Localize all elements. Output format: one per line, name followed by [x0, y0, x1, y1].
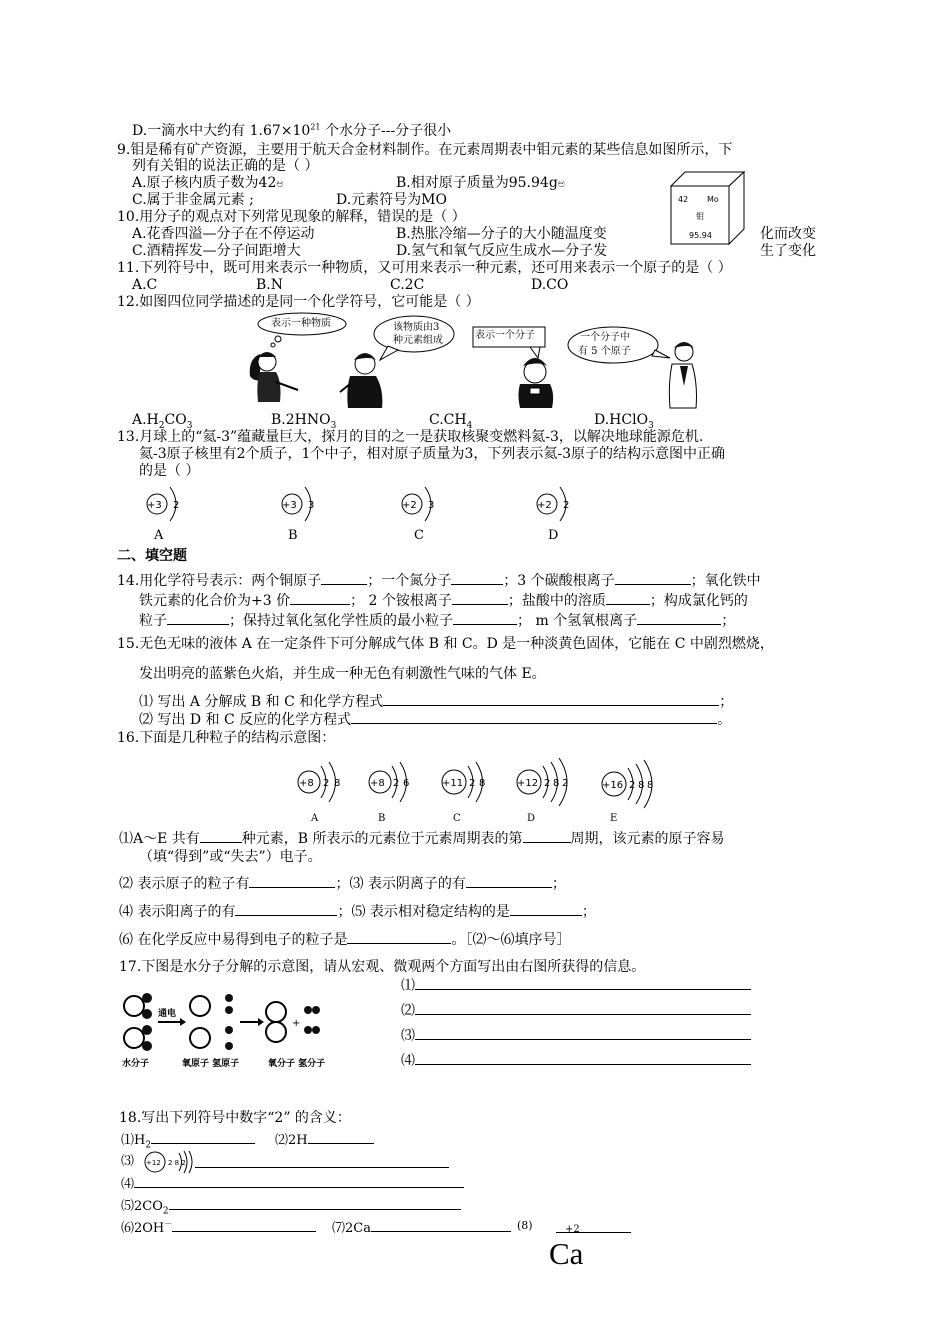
q13-atom-diagrams: [135, 480, 595, 540]
q11-option-d: D.CO: [531, 277, 569, 293]
scribble-icon: ಅ: [557, 177, 566, 190]
q17-answer-1[interactable]: ⑴: [401, 977, 751, 995]
q15-line-1: 15.无色无味的液体 A 在一定条件下可分解成气体 B 和 C。D 是一种淡黄色固体，它能在 C 中剧烈燃烧，: [117, 636, 774, 652]
svg-text:2: 2: [323, 778, 330, 789]
q9-option-a: A.原子核内质子数为42ಅ: [132, 175, 284, 191]
svg-text:+: +: [292, 1018, 301, 1029]
q17-answer-4[interactable]: ⑷: [401, 1052, 751, 1070]
q13-label-a: A: [154, 528, 164, 543]
q18-item-6[interactable]: ⑹2OH－: [121, 1219, 316, 1237]
q18-stem: 18.写出下列符号中数字“2” 的含义：: [119, 1110, 351, 1126]
svg-text:2: 2: [563, 500, 570, 511]
q16-part-2: ⑵ 表示原子的粒子有 ；⑶ 表示阴离子的有 ；: [119, 876, 566, 892]
q13-label-d: D: [548, 528, 559, 543]
svg-text:6: 6: [403, 778, 410, 789]
svg-text:2: 2: [469, 778, 476, 789]
svg-text:2: 2: [544, 778, 551, 789]
molybdenum-cell: [670, 171, 746, 245]
cell-name: 钼: [696, 212, 704, 221]
svg-text:+2: +2: [537, 500, 552, 511]
q18-item-8-blank[interactable]: [556, 1220, 631, 1233]
svg-text:+16: +16: [602, 780, 624, 791]
svg-text:+3: +3: [282, 500, 297, 511]
mg-ion-diagram: [143, 1150, 195, 1174]
q10-option-c: C.酒精挥发—分子间距增大: [132, 243, 301, 259]
student-boy-1: [340, 353, 382, 408]
bubble-3: 表示一个分子: [475, 330, 535, 341]
q18-item-1[interactable]: $⑴H_2$: [121, 1131, 255, 1149]
q13-stem-3: 的是（ ）: [139, 463, 200, 479]
q12-option-b: $B.2HNO_3$: [271, 412, 337, 431]
student-boy-3: [669, 342, 696, 408]
q10-option-b: B.热胀冷缩—分子的大小随温度变: [396, 226, 607, 242]
q10-stem: 10.用分子的观点对下列常见现象的解释，错误的是（ ）: [117, 209, 466, 225]
separated-atoms: [190, 994, 233, 1050]
q16-stem: 16.下面是几种粒子的结构示意图：: [117, 730, 336, 746]
q16-part-1-cont: （填“得到”或“失去”）电子。: [139, 849, 322, 865]
particle-a: [298, 762, 340, 802]
particle-c: [442, 762, 485, 802]
svg-text:+12: +12: [517, 778, 539, 789]
q17-answer-3[interactable]: ⑶: [401, 1027, 751, 1045]
water-molecules: [124, 993, 152, 1051]
atom-a: [147, 487, 179, 521]
q10-option-a: A.花香四溢—分子在不停运动: [132, 226, 315, 242]
ca-symbol: Ca: [549, 1236, 584, 1271]
q16-label-a: A: [311, 813, 319, 824]
q18-item-3-blank[interactable]: [195, 1155, 449, 1168]
q14-line-1: 14.用化学符号表示：两个铜原子 ；一个氮分子 ；3 个碳酸根离子 ；氧化铁中: [117, 573, 761, 589]
svg-text:+12: +12: [146, 1159, 161, 1167]
q10-option-d: D.氢气和氧气反应生成水—分子发: [396, 243, 608, 259]
q15-part-1: ⑴ 写出 A 分解成 B 和 C 和化学方程式 ；: [139, 694, 734, 710]
water-decomposition-diagram: [118, 990, 348, 1072]
svg-text:3: 3: [308, 500, 315, 511]
bubble-4-line-2: 有 5 个原子: [578, 346, 631, 357]
section-title: 二、填空题: [117, 548, 187, 564]
q17-answer-2[interactable]: ⑵: [401, 1002, 751, 1020]
bubble-1: 表示一种物质: [271, 318, 331, 329]
student-girl: [250, 352, 298, 402]
q9-option-d: D.元素符号为MO: [336, 192, 447, 208]
atom-d: [537, 487, 569, 521]
q12-option-c: $C.CH_4$: [429, 412, 473, 431]
q13-label-b: B: [288, 528, 298, 543]
q16-part-6: ⑹ 在化学反应中易得到电子的粒子是 。［⑵～⑹填序号］: [119, 932, 571, 948]
student-boy-2: [519, 358, 554, 408]
q16-label-d: D: [527, 813, 536, 824]
q14-line-3: 粒子 ；保持过氧化氢化学性质的最小粒子 ； m 个氢氧根离子 ；: [139, 613, 736, 629]
q12-stem: 12.如图四位同学描述的是同一个化学符号，它可能是（ ）: [117, 294, 480, 310]
particle-e: [602, 760, 653, 808]
q12-option-d: D.HClO$_3$: [594, 412, 654, 431]
water-label: 水分子: [122, 1059, 150, 1069]
q16-part-4: ⑷ 表示阳离子的有 ；⑸ 表示相对稳定结构的是 ；: [119, 904, 596, 920]
svg-text:8: 8: [647, 780, 654, 791]
q18-item-7[interactable]: ⑺2Ca: [332, 1219, 511, 1237]
q18-item-8: (8): [517, 1219, 533, 1232]
q16-label-b: B: [378, 813, 386, 824]
svg-text:8: 8: [334, 778, 341, 789]
q9-option-c: C.属于非金属元素 ;: [132, 192, 254, 208]
q13-stem-2: 氦-3原子核里有2个质子，1个中子，相对原子质量为3，下列表示氦-3原子的结构示意图中正确: [139, 446, 725, 462]
atom-b: [282, 487, 314, 521]
arrow-label: 通电: [158, 1009, 177, 1019]
q12-option-a: $A.H_2CO_3$: [132, 412, 193, 431]
cell-number: 42: [678, 195, 689, 204]
svg-text:8: 8: [479, 778, 486, 789]
svg-text:3: 3: [428, 500, 435, 511]
q9-option-b: B.相对原子质量为95.94gಅ: [396, 175, 566, 191]
cell-mass: 95.94: [689, 231, 712, 240]
q18-item-5[interactable]: $⑸2CO_2$: [121, 1197, 461, 1215]
q11-option-b: B.N: [256, 277, 283, 293]
product-molecules: [266, 1002, 320, 1042]
svg-text:2: 2: [562, 778, 569, 789]
q16-label-c: C: [453, 813, 461, 824]
svg-text:+2: +2: [402, 500, 417, 511]
q11-stem: 11.下列符号中，既可用来表示一种物质，又可用来表示一种元素，还可用来表示一个原子的是（ ）: [117, 260, 732, 276]
q18-item-4[interactable]: ⑷: [121, 1175, 464, 1193]
svg-text:8: 8: [638, 780, 645, 791]
atoms-label: 氧原子 氢原子: [182, 1059, 240, 1069]
svg-text:+3: +3: [147, 500, 162, 511]
q13-stem-1: 13.月球上的“氦-3”蕴藏量巨大，探月的目的之一是获取核聚变燃料氦-3，以解决地球能源危机.: [117, 429, 704, 445]
svg-text:8: 8: [553, 778, 560, 789]
q8-option-d: D.一滴水中大约有 $1.67\times 10^{21}$ 个水分子---分子很小: [132, 122, 452, 139]
q10-option-d-cont: 生了变化: [760, 243, 816, 259]
q9-stem-1: 9.钼是稀有矿产资源，主要用于航天合金材料制作。在元素周期表中钼元素的某些信息如图所示，下: [117, 142, 733, 158]
svg-text:2: 2: [393, 778, 400, 789]
svg-text:2 8 2: 2 8 2: [168, 1159, 186, 1167]
q13-label-c: C: [414, 528, 424, 543]
q15-line-2: 发出明亮的蓝紫色火焰，并生成一种无色有刺激性气味的气体 E。: [139, 666, 546, 682]
q10-option-b-cont: 化而改变: [760, 226, 816, 242]
bubble-2-line-1: 该物质由3: [393, 322, 440, 333]
scribble-icon: ಅ: [276, 177, 284, 190]
q11-option-a: A.C: [132, 277, 158, 293]
particle-d: [517, 758, 568, 806]
svg-text:+8: +8: [299, 778, 314, 789]
q18-item-2[interactable]: ⑵2H: [275, 1131, 374, 1149]
q11-option-c: C.2C: [390, 277, 425, 293]
svg-text:+11: +11: [442, 778, 464, 789]
q17-stem: 17.下图是水分子分解的示意图，请从宏观、微观两个方面写出由右图所获得的信息。: [119, 959, 646, 975]
products-label: 氧分子 氢分子: [268, 1059, 326, 1069]
particle-b: [369, 762, 409, 802]
atom-c: [402, 487, 434, 521]
q9-stem-2: 列有关钼的说法正确的是（ ）: [132, 158, 319, 174]
ca-charge: +2: [565, 1224, 580, 1235]
q16-label-e: E: [610, 813, 618, 824]
q15-part-2: ⑵ 写出 D 和 C 反应的化学方程式 。: [139, 712, 732, 728]
cell-symbol: Mo: [707, 195, 719, 204]
svg-text:2: 2: [629, 780, 636, 791]
q16-part-1: ⑴A～E 共有 种元素，B 所表示的元素位于元素周期表的第 周期，该元素的原子容易: [119, 831, 725, 847]
q18-item-3[interactable]: ⑶: [121, 1154, 135, 1169]
bubble-4-line-1: 一个分子中: [580, 332, 630, 343]
svg-text:+8: +8: [370, 778, 385, 789]
bubble-2-line-2: 种元素组成: [393, 335, 443, 346]
q14-line-2: 铁元素的化合价为+3 价 ； 2 个铵根离子 ；盐酸中的溶质 ；构成氯化钙的: [139, 593, 748, 609]
svg-text:2: 2: [173, 500, 180, 511]
